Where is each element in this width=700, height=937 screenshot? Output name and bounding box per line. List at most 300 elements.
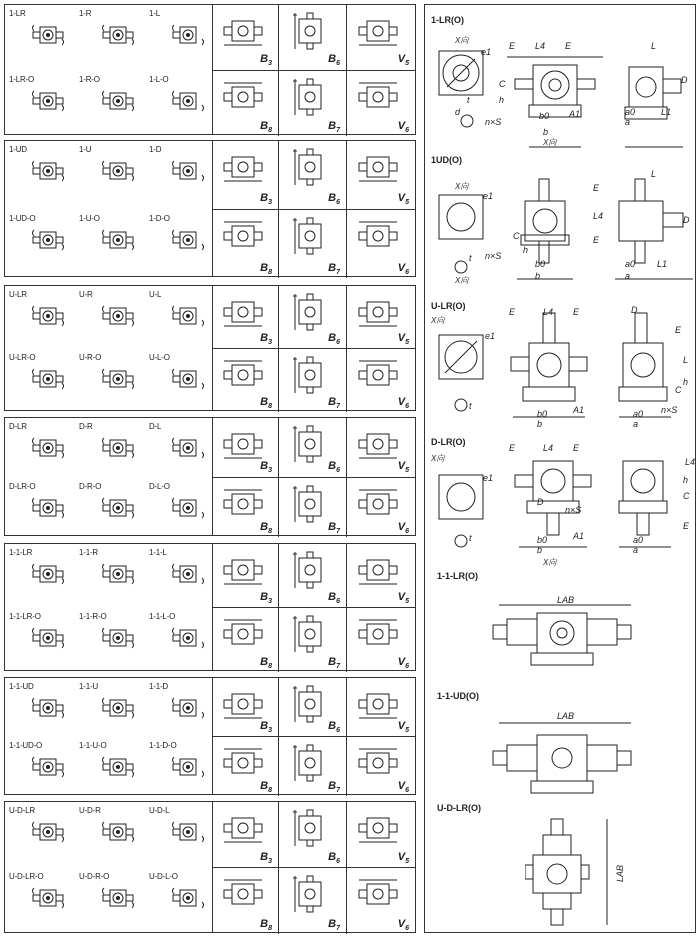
variant-label: 1-1-D <box>149 682 169 691</box>
mount-label: $B_6$ <box>328 850 340 865</box>
variant-label: U-L-O <box>149 353 170 362</box>
rotation-variants <box>5 5 213 134</box>
mount-diagram-icon <box>353 743 403 788</box>
dim-label: a0 <box>625 107 636 117</box>
section-title: U-D-LR(O) <box>437 803 481 813</box>
variant-label: 1-L <box>149 9 160 18</box>
dim-label: LAB <box>557 711 575 721</box>
variant-label: U-L <box>149 290 162 299</box>
dim-label: b0 <box>535 259 546 269</box>
variant-label: D-LR <box>9 422 27 431</box>
mount-diagram-icon <box>218 614 268 659</box>
variant-label: U-R <box>79 290 93 299</box>
gearbox-icon <box>31 19 65 56</box>
section-title: 1UD(O) <box>431 155 462 165</box>
mounting-positions <box>212 802 415 932</box>
gearbox-icon <box>171 300 205 337</box>
gearbox-icon <box>171 19 205 56</box>
mount-diagram-icon <box>353 292 403 337</box>
drawing-1ud <box>433 175 697 293</box>
variant-label: U-D-L-O <box>149 872 178 881</box>
gearbox-icon <box>31 85 65 122</box>
mounting-positions <box>212 141 415 276</box>
dim-label: n×S <box>485 117 502 127</box>
dim-label: L1 <box>661 107 672 117</box>
mount-label: $V_5$ <box>397 331 409 346</box>
mount-diagram-icon <box>218 808 268 853</box>
variant-label: 1-1-R <box>79 548 99 557</box>
dim-label: L4 <box>685 457 696 467</box>
variant-label: U-D-LR-O <box>9 872 44 881</box>
variant-label: 1-1-U-O <box>79 741 107 750</box>
mount-label: $B_3$ <box>260 719 272 734</box>
dim-label: L <box>651 169 657 179</box>
variant-label: U-D-R-O <box>79 872 110 881</box>
dim-label: n×S <box>661 405 678 415</box>
rotation-variants <box>5 678 213 794</box>
dim-label: a <box>633 419 639 429</box>
variant-label: U-D-LR <box>9 806 35 815</box>
dim-label: C <box>675 385 682 395</box>
mount-cell <box>212 286 279 349</box>
gearbox-icon <box>101 155 135 192</box>
dim-label: E <box>565 41 572 51</box>
mounting-positions <box>212 678 415 794</box>
mount-label: $B_6$ <box>328 719 340 734</box>
gearbox-icon <box>101 558 135 595</box>
dim-label: n×S <box>485 251 502 261</box>
config-panel-g6 <box>4 677 416 795</box>
drawing-u-lr <box>433 305 697 425</box>
rotation-variants <box>5 141 213 276</box>
gearbox-icon <box>101 692 135 729</box>
mount-diagram-icon <box>353 77 403 122</box>
config-panel-g3 <box>4 285 416 411</box>
variant-label: 1-UD-O <box>9 213 36 223</box>
dim-label: h <box>499 95 505 105</box>
mount-cell <box>212 71 279 137</box>
dim-label: D <box>683 215 690 225</box>
mount-cell <box>212 5 279 71</box>
mount-diagram-icon <box>353 684 403 729</box>
dim-label: X向 <box>543 138 557 147</box>
variant-label: U-R-O <box>79 353 102 362</box>
config-panel-g5 <box>4 543 416 671</box>
dim-label: L4 <box>543 307 554 317</box>
mount-diagram-icon <box>285 550 335 595</box>
variant-label: U-LR <box>9 290 27 299</box>
gearbox-icon <box>31 155 65 192</box>
dim-label: E <box>509 41 516 51</box>
gearbox-icon <box>101 224 135 261</box>
dim-label: E <box>593 235 600 245</box>
mount-diagram-icon <box>285 874 335 919</box>
mount-label: $V_5$ <box>397 192 409 207</box>
mount-cell <box>347 678 415 737</box>
variant-label: 1-1-UD <box>9 682 34 691</box>
mount-label: $B_7$ <box>328 779 340 794</box>
mount-label: $B_7$ <box>328 395 340 410</box>
mount-label: $B_7$ <box>328 917 340 932</box>
variant-label: 1-U <box>79 145 92 154</box>
mount-diagram-icon <box>218 874 268 919</box>
dim-label: A1 <box>573 405 585 415</box>
rotation-variants <box>5 286 213 410</box>
mount-label: $B_6$ <box>328 192 340 207</box>
dim-label: X向 <box>431 316 445 325</box>
mount-cell <box>279 141 347 210</box>
gearbox-icon <box>31 692 65 729</box>
gearbox-icon <box>171 85 205 122</box>
mount-cell <box>347 802 415 868</box>
dim-label: t <box>469 401 472 411</box>
dim-label: X向 <box>455 276 469 285</box>
mount-cell <box>212 544 279 608</box>
gearbox-icon <box>171 363 205 400</box>
dim-label: e1 <box>481 47 492 57</box>
variant-label: 1-R <box>79 9 92 18</box>
config-panel-g2 <box>4 140 416 277</box>
mount-diagram-icon <box>285 292 335 337</box>
gearbox-icon <box>31 751 65 788</box>
dim-label: a0 <box>633 535 644 545</box>
gearbox-icon <box>171 816 205 853</box>
gearbox-icon <box>31 882 65 919</box>
mounting-positions <box>212 544 415 670</box>
mount-diagram-icon <box>353 614 403 659</box>
variant-label: 1-LR <box>9 9 26 18</box>
gearbox-icon <box>31 363 65 400</box>
section-title: U-LR(O) <box>431 301 466 311</box>
mount-cell <box>212 737 279 796</box>
mount-label: $B_8$ <box>260 779 272 794</box>
dim-label: D <box>681 75 688 85</box>
gearbox-icon <box>101 882 135 919</box>
dim-label: LAB <box>557 595 575 605</box>
dim-label: t <box>467 95 470 105</box>
dim-label: E <box>675 325 682 335</box>
mount-diagram-icon <box>218 11 268 56</box>
mount-cell <box>212 478 279 538</box>
variant-label: 1-1-LR <box>9 548 33 557</box>
dim-label: d <box>455 107 461 117</box>
mount-diagram-icon <box>353 808 403 853</box>
gearbox-icon <box>101 816 135 853</box>
variant-label: 1-D-O <box>149 213 170 223</box>
dim-label: h <box>523 245 529 255</box>
gearbox-icon <box>101 492 135 529</box>
mount-label: $B_3$ <box>260 460 272 475</box>
gearbox-icon <box>31 622 65 659</box>
mount-cell <box>347 608 415 672</box>
dim-label: b0 <box>537 535 548 545</box>
drawing-d-lr <box>433 451 697 555</box>
dim-label: C <box>499 79 506 89</box>
dim-label: A1 <box>569 109 581 119</box>
dim-label: a <box>625 117 631 127</box>
mount-label: $B_3$ <box>260 53 272 68</box>
drawing-1-lr <box>433 41 697 151</box>
dim-label: b0 <box>537 409 548 419</box>
config-panel-g1 <box>4 4 416 135</box>
mount-diagram-icon <box>353 550 403 595</box>
mount-label: $V_5$ <box>397 719 409 734</box>
dim-label: L4 <box>593 211 604 221</box>
dim-label: D <box>631 305 638 315</box>
gearbox-icon <box>101 363 135 400</box>
gearbox-icon <box>101 300 135 337</box>
mount-cell <box>279 71 347 137</box>
variant-label: 1-1-UD-O <box>9 741 43 750</box>
mount-label: $B_3$ <box>260 192 272 207</box>
gearbox-icon <box>171 224 205 261</box>
dimension-panel <box>424 4 696 933</box>
dim-label: A1 <box>573 531 585 541</box>
dim-label: X向 <box>455 36 469 45</box>
mount-cell <box>279 286 347 349</box>
gearbox-icon <box>171 882 205 919</box>
rotation-variants <box>5 544 213 670</box>
mount-diagram-icon <box>285 216 335 261</box>
mount-label: $V_6$ <box>397 261 409 276</box>
mount-label: $V_5$ <box>397 460 409 475</box>
mount-cell <box>279 349 347 412</box>
mount-label: $B_6$ <box>328 53 340 68</box>
mount-label: $B_6$ <box>328 590 340 605</box>
mount-diagram-icon <box>353 424 403 469</box>
dim-label: b0 <box>539 111 550 121</box>
variant-label: D-L <box>149 422 162 431</box>
section-title: 1-LR(O) <box>431 15 464 25</box>
variant-label: U-LR-O <box>9 353 36 362</box>
dim-label: E <box>509 443 516 453</box>
mount-label: $B_3$ <box>260 331 272 346</box>
mount-cell <box>212 802 279 868</box>
mount-diagram-icon <box>218 147 268 192</box>
mount-diagram-icon <box>353 11 403 56</box>
mount-diagram-icon <box>353 216 403 261</box>
variant-label: 1-1-D-O <box>149 741 177 750</box>
mount-label: $B_3$ <box>260 850 272 865</box>
config-panel-g4 <box>4 417 416 536</box>
mount-label: $B_7$ <box>328 655 340 670</box>
mount-label: $V_5$ <box>397 53 409 68</box>
dim-label: h <box>683 377 689 387</box>
variant-label: 1-1-U <box>79 682 99 691</box>
mount-cell <box>279 418 347 478</box>
mount-label: $B_6$ <box>328 460 340 475</box>
mount-cell <box>347 71 415 137</box>
variant-label: 1-D <box>149 145 162 154</box>
mount-label: $V_6$ <box>397 655 409 670</box>
mount-cell <box>347 349 415 412</box>
mount-cell <box>279 678 347 737</box>
gearbox-icon <box>31 558 65 595</box>
dim-label: a <box>633 545 639 555</box>
dim-label: L <box>683 355 689 365</box>
dim-label: b <box>535 271 541 281</box>
mounting-positions <box>212 418 415 535</box>
mount-diagram-icon <box>353 484 403 529</box>
dim-label: a0 <box>625 259 636 269</box>
mount-cell <box>279 608 347 672</box>
rotation-variants <box>5 418 213 535</box>
drawing-1-1-ud <box>485 711 645 801</box>
mount-label: $B_8$ <box>260 520 272 535</box>
mount-cell <box>212 141 279 210</box>
mount-label: $B_7$ <box>328 119 340 134</box>
mount-diagram-icon <box>285 147 335 192</box>
mount-label: $B_7$ <box>328 261 340 276</box>
dim-label: C <box>513 231 520 241</box>
gearbox-icon <box>31 432 65 469</box>
mount-cell <box>347 418 415 478</box>
mount-label: $V_5$ <box>397 850 409 865</box>
mount-cell <box>347 478 415 538</box>
variant-label: 1-LR-O <box>9 74 35 84</box>
mount-cell <box>347 868 415 934</box>
mount-cell <box>347 544 415 608</box>
mount-label: $V_6$ <box>397 520 409 535</box>
mount-label: $B_6$ <box>328 331 340 346</box>
dim-label: h <box>683 475 689 485</box>
variant-label: U-D-L <box>149 806 170 815</box>
mount-cell <box>347 286 415 349</box>
dim-label: L <box>651 41 657 51</box>
variant-label: 1-U-O <box>79 213 100 223</box>
dim-label: E <box>683 521 690 531</box>
gearbox-icon <box>31 492 65 529</box>
variant-label: D-L-O <box>149 481 170 491</box>
mount-cell <box>279 544 347 608</box>
dim-label: L4 <box>543 443 554 453</box>
mount-cell <box>279 478 347 538</box>
mount-cell <box>212 418 279 478</box>
rotation-variants <box>5 802 213 932</box>
dim-label: E <box>509 307 516 317</box>
section-title: 1-1-UD(O) <box>437 691 479 701</box>
mounting-positions <box>212 286 415 410</box>
mount-diagram-icon <box>285 355 335 400</box>
gearbox-icon <box>101 85 135 122</box>
mount-diagram-icon <box>218 550 268 595</box>
gearbox-icon <box>171 622 205 659</box>
mount-cell <box>279 5 347 71</box>
gearbox-icon <box>171 492 205 529</box>
variant-label: 1-1-R-O <box>79 612 107 621</box>
variant-label: D-R <box>79 422 93 431</box>
variant-label: 1-1-L-O <box>149 612 176 621</box>
dim-label: X向 <box>431 454 445 463</box>
mount-label: $B_8$ <box>260 917 272 932</box>
mount-diagram-icon <box>353 874 403 919</box>
mount-cell <box>212 210 279 279</box>
mount-cell <box>279 737 347 796</box>
mount-cell <box>347 737 415 796</box>
config-panel-g7 <box>4 801 416 933</box>
gearbox-icon <box>101 751 135 788</box>
mount-diagram-icon <box>285 77 335 122</box>
gearbox-icon <box>31 816 65 853</box>
mount-diagram-icon <box>218 292 268 337</box>
dim-label: a <box>625 271 631 281</box>
mount-label: $V_6$ <box>397 779 409 794</box>
mount-cell <box>212 868 279 934</box>
mount-label: $B_8$ <box>260 395 272 410</box>
dim-label: n×S <box>565 505 582 515</box>
variant-label: D-R-O <box>79 481 102 491</box>
mount-diagram-icon <box>285 614 335 659</box>
gearbox-icon <box>171 558 205 595</box>
variant-label: 1-R-O <box>79 74 100 84</box>
mount-diagram-icon <box>285 11 335 56</box>
mount-cell <box>279 210 347 279</box>
mount-diagram-icon <box>353 147 403 192</box>
dim-label: L4 <box>535 41 546 51</box>
mount-label: $V_6$ <box>397 917 409 932</box>
mount-cell <box>212 608 279 672</box>
dim-label: X向 <box>455 182 469 191</box>
dim-label: X向 <box>543 558 557 567</box>
dim-label: e1 <box>485 331 496 341</box>
section-title: 1-1-LR(O) <box>437 571 478 581</box>
gearbox-icon <box>101 19 135 56</box>
dim-label: E <box>593 183 600 193</box>
gearbox-icon <box>31 224 65 261</box>
mount-cell <box>347 5 415 71</box>
variant-label: 1-UD <box>9 145 27 154</box>
dim-label: b <box>537 419 543 429</box>
dim-label: C <box>683 491 690 501</box>
drawing-u-d-lr <box>525 813 625 931</box>
gearbox-icon <box>171 751 205 788</box>
mount-diagram-icon <box>218 216 268 261</box>
mount-label: $B_8$ <box>260 261 272 276</box>
dim-label: L1 <box>657 259 668 269</box>
mount-cell <box>212 349 279 412</box>
mount-label: $V_6$ <box>397 119 409 134</box>
mount-diagram-icon <box>218 77 268 122</box>
dim-label: D <box>537 497 544 507</box>
gearbox-icon <box>31 300 65 337</box>
mount-cell <box>347 141 415 210</box>
variant-label: 1-1-L <box>149 548 167 557</box>
dim-label: b <box>537 545 543 555</box>
mount-label: $B_8$ <box>260 119 272 134</box>
dim-label: e1 <box>483 473 494 483</box>
gearbox-icon <box>171 432 205 469</box>
mount-diagram-icon <box>285 808 335 853</box>
dim-label: E <box>573 307 580 317</box>
mount-cell <box>279 868 347 934</box>
mount-label: $V_5$ <box>397 590 409 605</box>
mount-diagram-icon <box>218 355 268 400</box>
mount-label: $B_3$ <box>260 590 272 605</box>
variant-label: 1-1-LR-O <box>9 612 41 621</box>
mount-label: $V_6$ <box>397 395 409 410</box>
dim-label: b <box>543 127 549 137</box>
variant-label: D-LR-O <box>9 481 36 491</box>
dim-label: e1 <box>483 191 494 201</box>
gearbox-icon <box>171 155 205 192</box>
mount-cell <box>347 210 415 279</box>
variant-label: U-D-R <box>79 806 101 815</box>
variant-label: 1-L-O <box>149 74 169 84</box>
gearbox-icon <box>101 622 135 659</box>
mount-cell <box>212 678 279 737</box>
mounting-positions <box>212 5 415 134</box>
mount-label: $B_7$ <box>328 520 340 535</box>
